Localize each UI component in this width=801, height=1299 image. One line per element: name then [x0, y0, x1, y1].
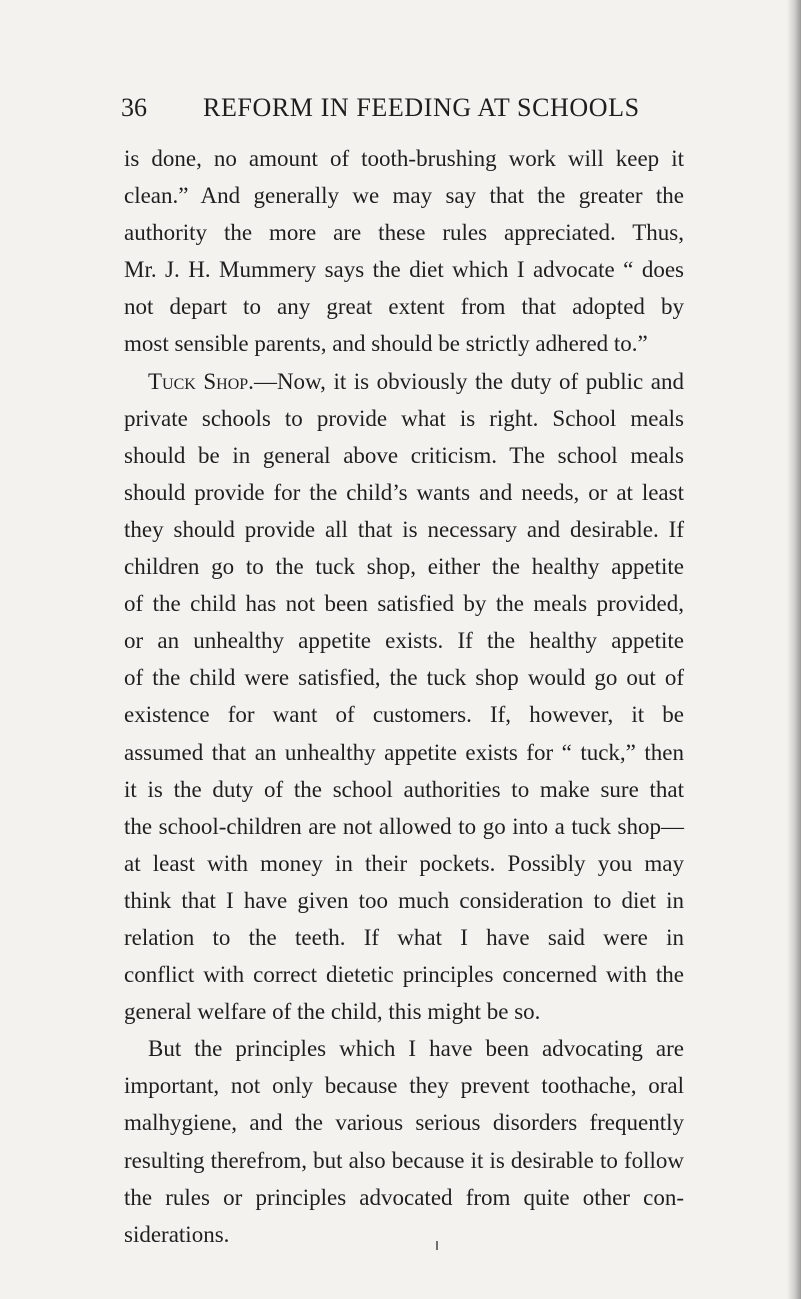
text-line: clean.” And generally we may say that the greater the [124, 183, 684, 209]
body-text [124, 140, 684, 1253]
text-line: at least with money in their pockets. Possibly you may [124, 850, 684, 876]
text-line: it is the duty of the school authorities to make sure that [124, 776, 684, 802]
text-line: assumed that an unhealthy appetite exists for “ tuck,” then [124, 739, 684, 765]
text-line: should be in general above criticism. The school meals [124, 442, 684, 468]
text-line: children go to the tuck shop, either the healthy appetite [124, 554, 684, 580]
text-line: existence for want of customers. If, however, it be [124, 702, 684, 728]
text-line: Mr. J. H. Mummery says the diet which I advocate “ does [124, 257, 684, 283]
page-edge-shadow [787, 0, 801, 1299]
section-heading: Tuck Shop. [148, 368, 254, 394]
text-line: the school-children are not allowed to go into a tuck shop— [124, 813, 684, 839]
text-line: should provide for the child’s wants and needs, or at least [124, 479, 684, 505]
text-line: of the child were satisfied, the tuck shop would go out of [124, 665, 684, 691]
text-line: most sensible parents, and should be strictly adhered to.” [124, 331, 648, 357]
text-line: of the child has not been satisfied by the meals provided, [124, 591, 684, 617]
text-line: But the principles which I have been advocating are [148, 1036, 684, 1062]
text-line: siderations. [124, 1221, 230, 1247]
page-header [121, 92, 681, 124]
section-start-text: —Now, it is obviously the duty of public and [253, 368, 684, 394]
page-number: 36 [121, 93, 147, 122]
text-line: not depart to any great extent from that adopted by [124, 294, 684, 320]
text-line: private schools to provide what is right. School meals [124, 405, 684, 431]
text-line: resulting therefrom, but also because it is desirable to follow [124, 1147, 684, 1173]
text-line: they should provide all that is necessary and desirable. If [124, 516, 684, 542]
text-line: conflict with correct dietetic principles concerned with the [124, 962, 684, 988]
section-start-line [124, 363, 684, 400]
text-line: relation to the teeth. If what I have said were in [124, 924, 684, 950]
text-line: general welfare of the child, this might be so. [124, 999, 541, 1025]
text-line: authority the more are these rules appreciated. Thus, [124, 220, 684, 246]
print-speck [436, 1241, 438, 1250]
text-line: think that I have given too much consideration to diet in [124, 887, 684, 913]
text-line: important, not only because they prevent toothache, oral [124, 1073, 684, 1099]
text-line: is done, no amount of tooth-brushing work will keep it [124, 146, 684, 171]
text-line: or an unhealthy appetite exists. If the healthy appetite [124, 628, 684, 654]
running-title: REFORM IN FEEDING AT SCHOOLS [203, 93, 640, 122]
text-line: the rules or principles advocated from quite other con- [124, 1184, 684, 1210]
text-line: malhygiene, and the various serious disorders frequently [124, 1110, 684, 1136]
